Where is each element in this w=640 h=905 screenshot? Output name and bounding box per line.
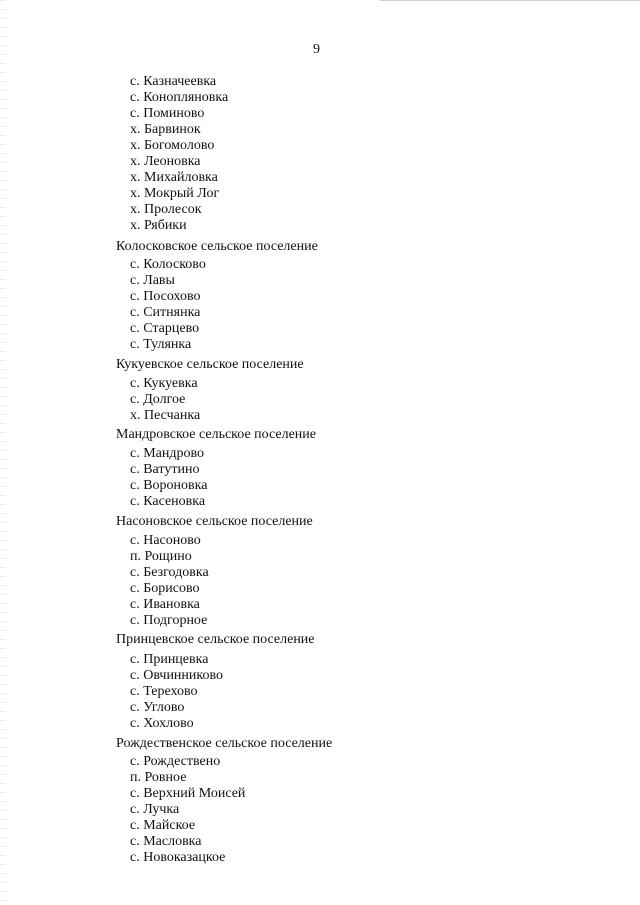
settlement-item: х. Рябики	[130, 218, 187, 233]
settlement-item: с. Лавы	[130, 273, 175, 288]
settlement-item: х. Песчанка	[130, 408, 201, 423]
settlement-item: с. Рождествено	[130, 754, 221, 769]
settlement-item: с. Казначеевка	[130, 74, 217, 89]
settlement-item: с. Принцевка	[130, 652, 209, 667]
settlement-item: х. Леоновка	[130, 154, 201, 169]
settlement-group-heading: Рождественское сельское поселение	[116, 736, 333, 751]
settlement-item: с. Безгодовка	[130, 565, 209, 580]
settlement-item: с. Мандрово	[130, 446, 205, 461]
settlement-item: п. Рощино	[130, 549, 192, 564]
settlement-item: с. Масловка	[130, 834, 202, 849]
settlement-item: с. Ситнянка	[130, 305, 201, 320]
settlement-item: с. Посохово	[130, 289, 201, 304]
settlement-item: с. Майское	[130, 818, 196, 833]
settlement-item: с. Борисово	[130, 581, 200, 596]
settlement-item: п. Ровное	[130, 770, 187, 785]
settlement-item: с. Углово	[130, 700, 185, 715]
settlement-item: с. Старцево	[130, 321, 200, 336]
settlement-item: с. Колосково	[130, 257, 206, 272]
settlement-item: с. Насоново	[130, 533, 201, 548]
settlement-item: с. Овчинниково	[130, 668, 224, 683]
settlement-item: х. Барвинок	[130, 122, 201, 137]
settlement-item: с. Поминово	[130, 106, 205, 121]
settlement-item: с. Тулянка	[130, 337, 192, 352]
settlement-item: с. Хохлово	[130, 716, 194, 731]
settlement-group-heading: Кукуевское сельское поселение	[116, 357, 304, 372]
settlement-item: х. Михайловка	[130, 170, 218, 185]
settlement-item: с. Новоказацкое	[130, 850, 226, 865]
settlement-item: с. Верхний Моисей	[130, 786, 246, 801]
page-number: 9	[313, 42, 320, 57]
settlement-item: с. Лучка	[130, 802, 180, 817]
settlement-item: с. Долгое	[130, 392, 186, 407]
settlement-item: х. Мокрый Лог	[130, 186, 220, 201]
settlement-item: с. Вороновка	[130, 478, 208, 493]
settlement-item: х. Богомолово	[130, 138, 215, 153]
settlement-item: с. Коноплянoвка	[130, 90, 229, 105]
settlement-item: с. Ватутино	[130, 462, 200, 477]
settlement-group-heading: Мандровское сельское поселение	[116, 427, 316, 442]
settlement-item: с. Терехово	[130, 684, 198, 699]
settlement-item: с. Кукуевка	[130, 376, 198, 391]
settlement-item: с. Подгорное	[130, 613, 208, 628]
settlement-item: с. Касеновка	[130, 494, 206, 509]
settlement-item: х. Пролесок	[130, 202, 202, 217]
settlement-item: с. Ивановка	[130, 597, 200, 612]
settlement-group-heading: Колосковское сельское поселение	[116, 239, 318, 254]
settlement-group-heading: Принцевское сельское поселение	[116, 632, 315, 647]
settlement-group-heading: Насоновское сельское поселение	[116, 514, 313, 529]
